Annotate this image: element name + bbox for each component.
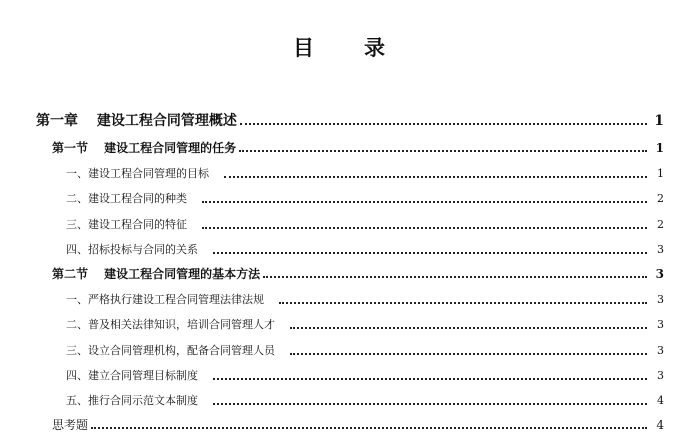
dot-leader: [240, 122, 647, 125]
dot-leader: [213, 377, 647, 380]
toc-page-number: 4: [657, 394, 664, 407]
toc-page-number: 1: [654, 113, 664, 129]
toc-entry-label: 思考题: [52, 418, 89, 432]
toc-entry-label: 第一节 建设工程合同管理的任务: [52, 141, 237, 155]
dot-leader: [213, 402, 647, 405]
dot-leader: [290, 352, 647, 355]
toc-page-number: 3: [657, 369, 664, 382]
toc-entry-label: 第二节 建设工程合同管理的基本方法: [52, 267, 261, 281]
toc-page-number: 1: [655, 141, 664, 155]
toc-entry-item[interactable]: [66, 216, 664, 234]
toc-entry-label: 四、建立合同管理目标制度: [66, 369, 198, 382]
dot-leader: [213, 251, 647, 254]
dot-leader: [91, 426, 647, 429]
title-char-1: 目: [293, 35, 316, 60]
page-title: [0, 32, 680, 62]
toc-entry-section-1[interactable]: [52, 139, 664, 157]
toc-page-number: 2: [657, 192, 664, 205]
toc-entry-section-2[interactable]: [52, 265, 664, 283]
toc-page-number: 3: [657, 344, 664, 357]
dot-leader: [202, 226, 647, 229]
dot-leader: [224, 175, 647, 178]
dot-leader: [279, 301, 647, 304]
toc-page-number: 4: [656, 418, 664, 432]
toc-entry-item[interactable]: [66, 367, 664, 385]
toc-entry-chapter-1[interactable]: [36, 112, 664, 130]
toc-entry-item[interactable]: [66, 241, 664, 259]
toc-entry-item[interactable]: [66, 190, 664, 208]
toc-entry-label: 三、建设工程合同的特征: [66, 218, 187, 231]
toc-page-number: 1: [657, 167, 664, 180]
dot-leader: [290, 326, 647, 329]
toc-entry-label: 一、建设工程合同管理的目标: [66, 167, 209, 180]
toc-entry-label: 四、招标投标与合同的关系: [66, 243, 198, 256]
dot-leader: [239, 149, 647, 152]
toc-entry-item[interactable]: [66, 291, 664, 309]
toc-entry-label: 五、推行合同示范文本制度: [66, 394, 198, 407]
dot-leader: [202, 200, 647, 203]
toc-entry-label: 二、普及相关法律知识，培训合同管理人才: [66, 318, 275, 331]
toc-page-number: 3: [657, 243, 664, 256]
toc-entry-item[interactable]: [66, 392, 664, 410]
toc-entry-item[interactable]: [66, 316, 664, 334]
toc-page-number: 3: [657, 293, 664, 306]
toc-page-number: 3: [655, 267, 664, 281]
toc-entry-exercises[interactable]: [52, 416, 664, 434]
toc-page-number: 2: [657, 218, 664, 231]
title-char-2: 录: [364, 35, 387, 60]
toc-entry-label: 二、建设工程合同的种类: [66, 192, 187, 205]
toc-entry-label: 第一章 建设工程合同管理概述: [36, 113, 237, 129]
toc-entry-item[interactable]: [66, 342, 664, 360]
toc-entry-label: 三、设立合同管理机构，配备合同管理人员: [66, 344, 275, 357]
toc-page-number: 3: [657, 318, 664, 331]
toc-entry-label: 一、严格执行建设工程合同管理法律法规: [66, 293, 264, 306]
toc-entry-item[interactable]: [66, 165, 664, 183]
dot-leader: [263, 275, 647, 278]
